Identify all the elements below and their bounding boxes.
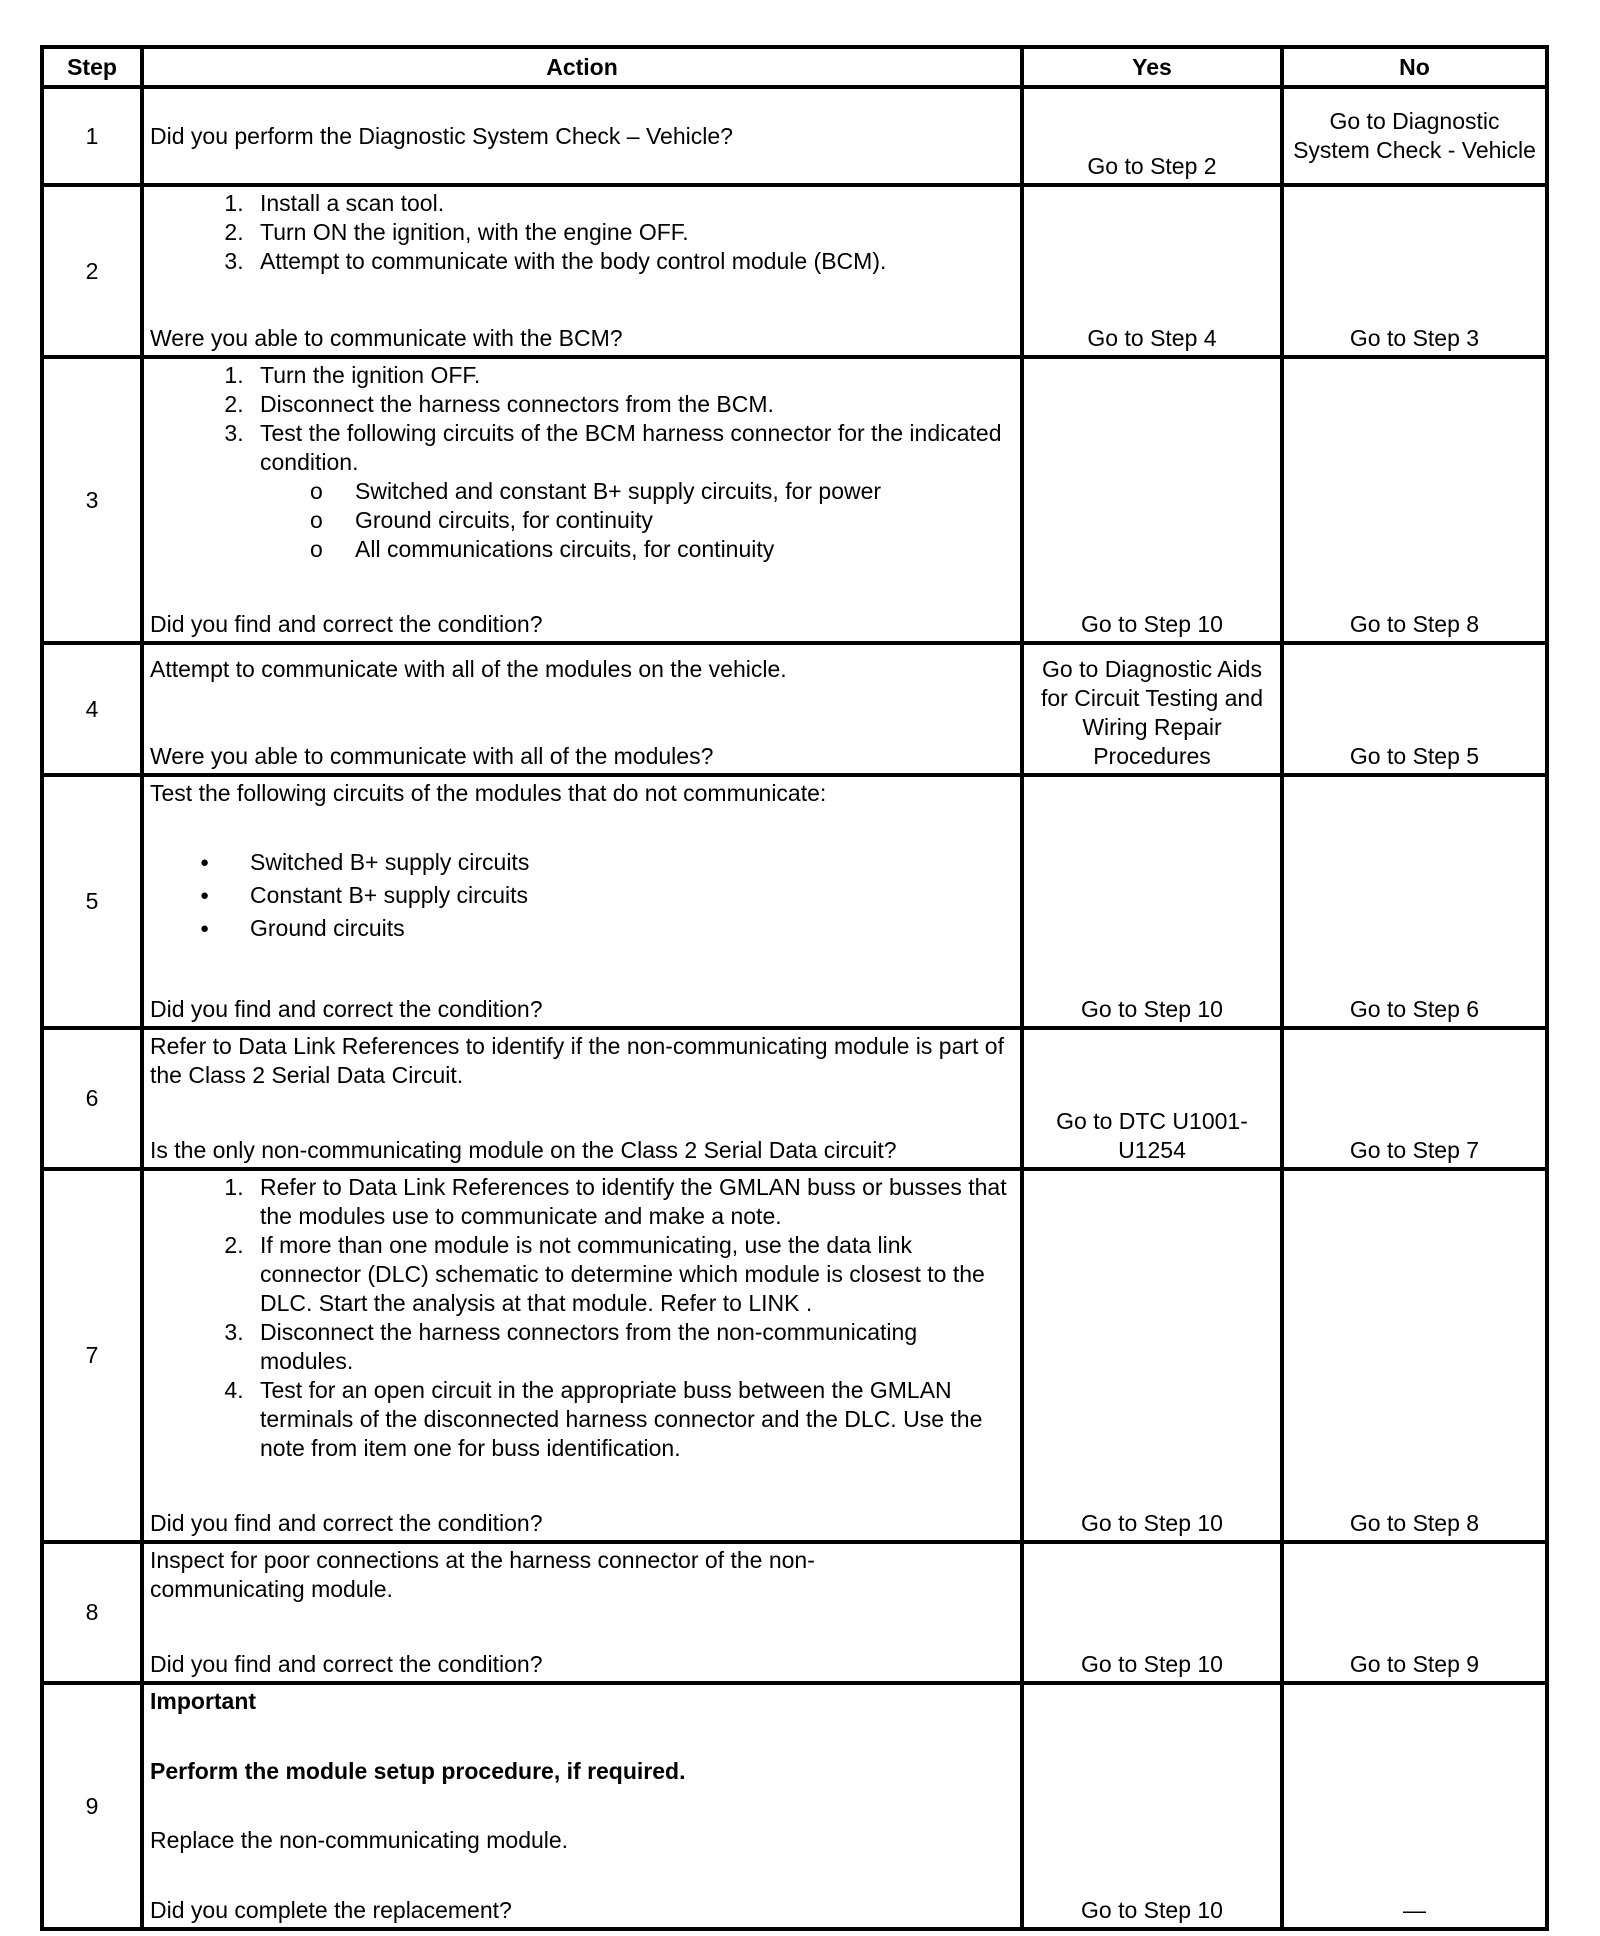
step-item: 1. Install a scan tool. (250, 189, 1016, 218)
step-item (250, 419, 1016, 564)
no-result: Go to Step 8 (1349, 611, 1480, 637)
table-row (42, 357, 1547, 643)
table-row (42, 775, 1547, 1028)
yes-result: Go to Diagnostic Aids for Circuit Testing and Wiring Repair Procedures (1040, 656, 1263, 769)
numbered-steps (150, 1173, 1016, 1463)
no-result: Go to Step 7 (1349, 1137, 1480, 1163)
action-text: Attempt to communicate with all of the modules on the vehicle. (150, 656, 787, 682)
question-text: Did you find and correct the condition? (150, 1651, 543, 1677)
no-result: Go to Step 5 (1349, 743, 1480, 769)
no-cell (1282, 87, 1547, 185)
step-number: 7 (42, 1169, 142, 1542)
table-row (42, 1028, 1547, 1169)
action-cell (142, 1028, 1022, 1169)
yes-cell (1022, 643, 1282, 775)
yes-result: Go to Step 10 (1081, 1651, 1223, 1677)
sub-list (260, 477, 1016, 564)
step-item: 2. Disconnect the harness connectors from the BCM. (250, 390, 1016, 419)
yes-cell (1022, 357, 1282, 643)
step-number: 3 (42, 357, 142, 643)
yes-result: Go to Step 10 (1081, 996, 1223, 1022)
yes-cell (1022, 1542, 1282, 1683)
action-cell (142, 1542, 1022, 1683)
numbered-steps (150, 189, 1016, 276)
no-result: Go to Diagnostic System Check - Vehicle (1293, 108, 1536, 163)
no-result: Go to Step 6 (1349, 996, 1480, 1022)
step-item: 3. Attempt to communicate with the body control module (BCM). (250, 247, 1016, 276)
yes-result: Go to DTC U1001-U1254 (1056, 1108, 1248, 1163)
action-cell (142, 87, 1022, 185)
step-number: 8 (42, 1542, 142, 1683)
yes-cell (1022, 87, 1282, 185)
step-item: 4. Test for an open circuit in the appropriate buss between the GMLAN terminals of the disconnected harness connector and the DLC. Use the note from item one for buss identification. (250, 1376, 1016, 1463)
table-row (42, 87, 1547, 185)
sub-item: o All communications circuits, for continuity (355, 535, 1016, 564)
bullet-item: ● Ground circuits (250, 912, 1016, 945)
numbered-steps (150, 361, 1016, 564)
step-item: 2. Turn ON the ignition, with the engine OFF. (250, 218, 1016, 247)
yes-cell (1022, 775, 1282, 1028)
table-row (42, 1169, 1547, 1542)
action-cell (142, 643, 1022, 775)
important-note: Perform the module setup procedure, if required. (150, 1757, 686, 1784)
header-action: Action (142, 47, 1022, 87)
bullet-list (150, 846, 1016, 945)
yes-result: Go to Step 10 (1081, 1897, 1223, 1923)
header-step: Step (42, 47, 142, 87)
step-item: 1. Refer to Data Link References to identify the GMLAN buss or busses that the modules use to communicate and make a note. (250, 1173, 1016, 1231)
yes-result: Go to Step 4 (1087, 325, 1217, 351)
step-number: 1 (42, 87, 142, 185)
no-cell (1282, 357, 1547, 643)
no-cell (1282, 775, 1547, 1028)
step-item: 1. Turn the ignition OFF. (250, 361, 1016, 390)
step-number: 6 (42, 1028, 142, 1169)
no-cell (1282, 1542, 1547, 1683)
header-yes: Yes (1022, 47, 1282, 87)
step-item: 2. If more than one module is not communicating, use the data link connector (DLC) schematic to determine which module is closest to the DLC. Start the analysis at that module. Refer to LINK . (250, 1231, 1016, 1318)
step-number: 9 (42, 1683, 142, 1929)
bullet-item: ● Constant B+ supply circuits (250, 879, 1016, 912)
bullet-item: ● Switched B+ supply circuits (250, 846, 1016, 879)
no-result: Go to Step 8 (1349, 1510, 1480, 1536)
question-text: Did you complete the replacement? (150, 1896, 512, 1923)
table-row (42, 1542, 1547, 1683)
action-cell (142, 185, 1022, 357)
yes-cell (1022, 1028, 1282, 1169)
question-text: Did you find and correct the condition? (150, 611, 543, 637)
action-text: Inspect for poor connections at the harness connector of the non-communicating module. (150, 1547, 815, 1602)
no-cell (1282, 1169, 1547, 1542)
question-text: Is the only non-communicating module on the Class 2 Serial Data circuit? (150, 1137, 897, 1163)
diagnostic-table (40, 45, 1549, 1931)
no-cell (1282, 643, 1547, 775)
sub-item: o Ground circuits, for continuity (355, 506, 1016, 535)
no-cell (1282, 1028, 1547, 1169)
sub-item: o Switched and constant B+ supply circuits, for power (355, 477, 1016, 506)
yes-cell (1022, 1169, 1282, 1542)
yes-result: Go to Step 10 (1081, 1510, 1223, 1536)
no-result: — (1403, 1897, 1426, 1923)
step-number: 2 (42, 185, 142, 357)
question-text: Were you able to communicate with the BCM? (150, 325, 623, 351)
question-text: Did you perform the Diagnostic System Check – Vehicle? (150, 122, 733, 149)
important-label: Important (150, 1688, 257, 1714)
table-row (42, 185, 1547, 357)
step-number: 4 (42, 643, 142, 775)
step-item-text: Test the following circuits of the BCM harness connector for the indicated condition. (260, 420, 1002, 475)
yes-cell (1022, 185, 1282, 357)
table-row (42, 1683, 1547, 1929)
action-text: Refer to Data Link References to identify if the non-communicating module is part of the Class 2 Serial Data Circuit. (150, 1033, 1004, 1088)
action-cell (142, 775, 1022, 1028)
yes-result: Go to Step 10 (1081, 611, 1223, 637)
step-number: 5 (42, 775, 142, 1028)
action-cell (142, 1683, 1022, 1929)
question-text: Did you find and correct the condition? (150, 1510, 543, 1536)
action-cell (142, 357, 1022, 643)
table-header-row (42, 47, 1547, 87)
no-cell (1282, 1683, 1547, 1929)
yes-result: Go to Step 2 (1087, 153, 1217, 179)
action-text: Replace the non-communicating module. (150, 1827, 569, 1854)
header-no: No (1282, 47, 1547, 87)
no-cell (1282, 185, 1547, 357)
action-cell (142, 1169, 1022, 1542)
yes-cell (1022, 1683, 1282, 1929)
table-row (42, 643, 1547, 775)
action-text: Test the following circuits of the modules that do not communicate: (150, 780, 827, 806)
question-text: Were you able to communicate with all of the modules? (150, 743, 714, 769)
no-result: Go to Step 9 (1349, 1651, 1480, 1677)
step-item: 3. Disconnect the harness connectors from the non-communicating modules. (250, 1318, 1016, 1376)
question-text: Did you find and correct the condition? (150, 996, 543, 1022)
no-result: Go to Step 3 (1349, 325, 1480, 351)
